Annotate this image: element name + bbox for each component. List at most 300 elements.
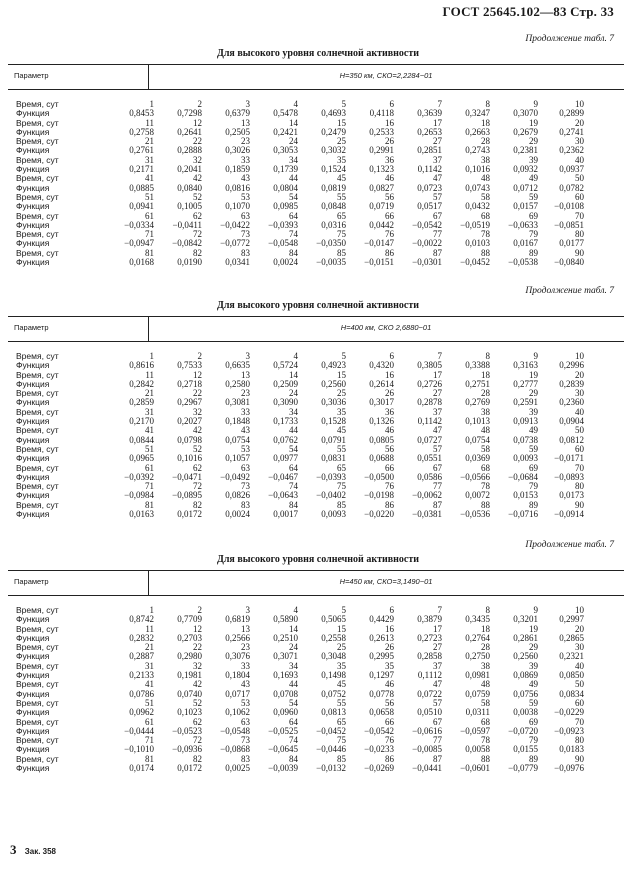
table-cell: −0,0471 bbox=[172, 471, 202, 482]
table-cell: 87 bbox=[433, 247, 442, 258]
table-cell: 72 bbox=[193, 735, 202, 746]
table-cell: 0,2723 bbox=[417, 632, 442, 643]
table-cell: 15 bbox=[337, 369, 346, 380]
table-cell: 39 bbox=[529, 154, 538, 165]
table-cell: 84 bbox=[289, 247, 298, 258]
table-cell: 0,2858 bbox=[417, 651, 442, 662]
table-cell: 79 bbox=[529, 229, 538, 240]
table-cell: 9 bbox=[533, 99, 538, 109]
table-cell: 42 bbox=[193, 425, 202, 436]
table-cell: 60 bbox=[575, 443, 584, 454]
table-cell: 0,2505 bbox=[225, 126, 250, 137]
table-cell: 40 bbox=[575, 660, 584, 671]
table-cell: 86 bbox=[385, 247, 394, 258]
table-cell: 88 bbox=[481, 499, 490, 510]
table-cell: −0,0633 bbox=[508, 219, 538, 230]
altitude-info: H=350 км, СКО=2,2284−01 bbox=[339, 71, 433, 80]
table-cell: 0,0786 bbox=[129, 688, 154, 699]
section-title: Для высокого уровня солнечной активности bbox=[216, 300, 420, 311]
table-cell: 0,0850 bbox=[559, 670, 584, 681]
table-cell: 0,2510 bbox=[273, 632, 298, 643]
table-cell: −0,0147 bbox=[364, 238, 394, 249]
table-header bbox=[8, 570, 624, 596]
table-cell: 0,0965 bbox=[129, 453, 154, 464]
table-cell: 0,2171 bbox=[129, 164, 154, 175]
table-cell: 0,2764 bbox=[465, 632, 490, 643]
table-cell: 28 bbox=[481, 642, 490, 653]
table-cell: 43 bbox=[241, 173, 250, 184]
table-cell: 73 bbox=[241, 229, 250, 240]
table-cell: −0,0548 bbox=[220, 725, 250, 736]
table-cell: 0,2703 bbox=[177, 632, 202, 643]
table-cell: 0,2769 bbox=[465, 397, 490, 408]
table-cell: 0,0743 bbox=[465, 182, 490, 193]
row-label: Функция bbox=[16, 126, 50, 137]
table-cell: 0,0752 bbox=[321, 688, 346, 699]
table-cell: 21 bbox=[145, 642, 154, 653]
table-cell: −0,0936 bbox=[172, 744, 202, 755]
table-cell: 83 bbox=[241, 247, 250, 258]
table-cell: 66 bbox=[385, 210, 394, 221]
table-row bbox=[0, 174, 636, 183]
table-cell: 55 bbox=[337, 443, 346, 454]
table-cell: 0,2133 bbox=[129, 670, 154, 681]
table-cell: −0,0684 bbox=[508, 471, 538, 482]
table-cell: −0,0914 bbox=[554, 509, 584, 520]
table-cell: 20 bbox=[575, 117, 584, 128]
table-cell: −0,0548 bbox=[268, 238, 298, 249]
table-cell: 0,0103 bbox=[465, 238, 490, 249]
table-cell: 47 bbox=[433, 679, 442, 690]
table-cell: 44 bbox=[289, 679, 298, 690]
table-cell: 0,3071 bbox=[273, 651, 298, 662]
table-cell: 7 bbox=[437, 99, 442, 109]
table-row bbox=[0, 156, 636, 165]
row-label: Время, сут bbox=[16, 735, 59, 746]
table-cell: 51 bbox=[145, 443, 154, 454]
table-cell: 0,2591 bbox=[513, 397, 538, 408]
table-cell: 14 bbox=[289, 623, 298, 634]
table-cell: 15 bbox=[337, 623, 346, 634]
table-cell: 54 bbox=[289, 191, 298, 202]
table-cell: 85 bbox=[337, 499, 346, 510]
table-cell: 26 bbox=[385, 136, 394, 147]
table-cell: 86 bbox=[385, 753, 394, 764]
table-cell: 77 bbox=[433, 481, 442, 492]
table-cell: 68 bbox=[481, 716, 490, 727]
page-footer bbox=[10, 842, 56, 858]
table-cell: 79 bbox=[529, 481, 538, 492]
table-cell: −0,0411 bbox=[172, 219, 202, 230]
table-cell: −0,0269 bbox=[364, 763, 394, 774]
table-cell: −0,0851 bbox=[554, 219, 584, 230]
row-label: Время, сут bbox=[16, 753, 59, 764]
table-cell: 35 bbox=[337, 154, 346, 165]
row-label: Время, сут bbox=[16, 247, 59, 258]
table-cell: 0,1981 bbox=[177, 670, 202, 681]
table-cell: 40 bbox=[575, 154, 584, 165]
table-cell: 0,0754 bbox=[225, 434, 250, 445]
table-cell: −0,0452 bbox=[316, 725, 346, 736]
table-cell: 44 bbox=[289, 425, 298, 436]
table-cell: −0,0720 bbox=[508, 725, 538, 736]
table-cell: 5 bbox=[341, 605, 346, 615]
table-cell: 0,0517 bbox=[417, 201, 442, 212]
table-row bbox=[0, 727, 636, 736]
table-cell: 76 bbox=[385, 481, 394, 492]
table-cell: 59 bbox=[529, 697, 538, 708]
table-cell: 58 bbox=[481, 443, 490, 454]
table-row bbox=[0, 708, 636, 717]
footer-order-note: Зак. 358 bbox=[24, 847, 57, 856]
table-cell: 0,1142 bbox=[417, 416, 442, 427]
table-row bbox=[0, 510, 636, 519]
table-cell: 6 bbox=[389, 99, 394, 109]
table-cell: 32 bbox=[193, 660, 202, 671]
table-cell: 0,4429 bbox=[369, 614, 394, 625]
altitude-info: H=450 км, СКО=3,1490−01 bbox=[339, 577, 433, 586]
table-cell: 71 bbox=[145, 735, 154, 746]
table-cell: 75 bbox=[337, 735, 346, 746]
table-cell: 0,8742 bbox=[129, 614, 154, 625]
row-label: Время, сут bbox=[16, 136, 59, 147]
section-title: Для высокого уровня солнечной активности bbox=[216, 554, 420, 565]
row-label: Время, сут bbox=[16, 697, 59, 708]
table-cell: −0,0393 bbox=[316, 471, 346, 482]
table-cell: −0,0422 bbox=[220, 219, 250, 230]
table-cell: 14 bbox=[289, 117, 298, 128]
table-cell: −0,0645 bbox=[268, 744, 298, 755]
table-cell: 4 bbox=[293, 351, 298, 361]
table-cell: 0,3032 bbox=[321, 145, 346, 156]
table-cell: 49 bbox=[529, 679, 538, 690]
table-cell: 0,0981 bbox=[465, 670, 490, 681]
table-cell: 41 bbox=[145, 173, 154, 184]
row-label: Время, сут bbox=[16, 499, 59, 510]
table-cell: 0,0826 bbox=[225, 490, 250, 501]
table-cell: 0,2381 bbox=[513, 145, 538, 156]
table-cell: 11 bbox=[145, 623, 154, 634]
table-cell: 35 bbox=[337, 660, 346, 671]
table-cell: 0,2613 bbox=[369, 632, 394, 643]
table-row bbox=[0, 109, 636, 118]
row-label: Функция bbox=[16, 509, 50, 520]
table-cell: 0,0174 bbox=[129, 763, 154, 774]
table-cell: 15 bbox=[337, 117, 346, 128]
table-cell: 89 bbox=[529, 753, 538, 764]
table-cell: 64 bbox=[289, 210, 298, 221]
table-row bbox=[0, 680, 636, 689]
table-row bbox=[0, 258, 636, 267]
table-cell: −0,0151 bbox=[364, 257, 394, 268]
table-cell: 0,3026 bbox=[225, 145, 250, 156]
altitude-info: H=400 км, СКО 2,6880−01 bbox=[340, 323, 432, 332]
row-label: Время, сут bbox=[16, 369, 59, 380]
table-cell: 0,0688 bbox=[369, 453, 394, 464]
table-cell: 3 bbox=[245, 605, 250, 615]
table-cell: 68 bbox=[481, 462, 490, 473]
table-cell: 31 bbox=[145, 660, 154, 671]
table-cell: 0,5890 bbox=[273, 614, 298, 625]
table-cell: 53 bbox=[241, 191, 250, 202]
table-cell: 0,0816 bbox=[225, 182, 250, 193]
table-cell: 0,0072 bbox=[465, 490, 490, 501]
table-cell: 5 bbox=[341, 351, 346, 361]
section-title: Для высокого уровня солнечной активности bbox=[216, 48, 420, 59]
table-cell: 82 bbox=[193, 247, 202, 258]
table-cell: −0,0444 bbox=[124, 725, 154, 736]
table-row bbox=[0, 699, 636, 708]
table-row bbox=[0, 371, 636, 380]
table-cell: 48 bbox=[481, 679, 490, 690]
row-label: Функция bbox=[16, 434, 50, 445]
table-cell: 42 bbox=[193, 173, 202, 184]
table-cell: 0,1739 bbox=[273, 164, 298, 175]
table-cell: −0,1010 bbox=[124, 744, 154, 755]
table-cell: 41 bbox=[145, 425, 154, 436]
table-cell: 0,0058 bbox=[465, 744, 490, 755]
table-cell: 0,2777 bbox=[513, 378, 538, 389]
row-label: Время, сут bbox=[16, 210, 59, 221]
table-cell: 0,1142 bbox=[417, 164, 442, 175]
table-cell: 0,1005 bbox=[177, 201, 202, 212]
table-cell: 88 bbox=[481, 247, 490, 258]
row-label: Функция bbox=[16, 707, 50, 718]
table-cell: 30 bbox=[575, 388, 584, 399]
table-cell: 77 bbox=[433, 229, 442, 240]
table-cell: 86 bbox=[385, 499, 394, 510]
table-cell: 0,4320 bbox=[369, 360, 394, 371]
table-cell: 10 bbox=[575, 351, 584, 361]
table-cell: 16 bbox=[385, 117, 394, 128]
table-cell: 0,1326 bbox=[369, 416, 394, 427]
table-cell: 38 bbox=[481, 406, 490, 417]
table-cell: 2 bbox=[197, 605, 202, 615]
table-cell: 12 bbox=[193, 623, 202, 634]
row-label: Функция bbox=[16, 397, 50, 408]
table-cell: 0,0093 bbox=[513, 453, 538, 464]
table-cell: 45 bbox=[337, 173, 346, 184]
table-cell: 84 bbox=[289, 499, 298, 510]
table-cell: 0,0369 bbox=[465, 453, 490, 464]
table-cell: 38 bbox=[481, 154, 490, 165]
table-cell: 0,0932 bbox=[513, 164, 538, 175]
table-row bbox=[0, 436, 636, 445]
table-cell: 58 bbox=[481, 191, 490, 202]
table-cell: 0,4693 bbox=[321, 108, 346, 119]
table-cell: 0,2997 bbox=[559, 614, 584, 625]
table-cell: 31 bbox=[145, 154, 154, 165]
table-row bbox=[0, 491, 636, 500]
row-label: Функция bbox=[16, 670, 50, 681]
table-cell: 76 bbox=[385, 735, 394, 746]
table-cell: 0,1016 bbox=[177, 453, 202, 464]
table-cell: 0,2859 bbox=[129, 397, 154, 408]
table-cell: 0,1062 bbox=[225, 707, 250, 718]
row-label: Функция bbox=[16, 378, 50, 389]
table-cell: 0,0341 bbox=[225, 257, 250, 268]
table-cell: 23 bbox=[241, 642, 250, 653]
table-cell: 0,0708 bbox=[273, 688, 298, 699]
table-cell: 55 bbox=[337, 697, 346, 708]
table-cell: 0,1112 bbox=[417, 670, 442, 681]
table-cell: −0,0566 bbox=[460, 471, 490, 482]
table-cell: 30 bbox=[575, 642, 584, 653]
table-cell: 56 bbox=[385, 697, 394, 708]
table-row bbox=[0, 398, 636, 407]
table-cell: 25 bbox=[337, 136, 346, 147]
table-cell: 39 bbox=[529, 660, 538, 671]
table-cell: 26 bbox=[385, 388, 394, 399]
table-cell: 0,0510 bbox=[417, 707, 442, 718]
table-cell: −0,0519 bbox=[460, 219, 490, 230]
table-cell: 0,3201 bbox=[513, 614, 538, 625]
table-cell: 0,1733 bbox=[273, 416, 298, 427]
table-cell: 83 bbox=[241, 753, 250, 764]
table-cell: −0,0601 bbox=[460, 763, 490, 774]
table-cell: −0,0108 bbox=[554, 201, 584, 212]
table-cell: 0,0177 bbox=[559, 238, 584, 249]
table-cell: 0,0937 bbox=[559, 164, 584, 175]
table-cell: 65 bbox=[337, 210, 346, 221]
table-row bbox=[0, 361, 636, 370]
table-cell: 0,2899 bbox=[559, 108, 584, 119]
row-label: Время, сут bbox=[16, 351, 59, 361]
table-cell: 13 bbox=[241, 117, 250, 128]
table-cell: 24 bbox=[289, 642, 298, 653]
table-row bbox=[0, 212, 636, 221]
table-cell: 19 bbox=[529, 117, 538, 128]
table-cell: 0,1297 bbox=[369, 670, 394, 681]
table-cell: 0,0804 bbox=[273, 182, 298, 193]
table-cell: 33 bbox=[241, 406, 250, 417]
table-cell: 0,0172 bbox=[177, 763, 202, 774]
table-cell: 0,2566 bbox=[225, 632, 250, 643]
table-cell: 34 bbox=[289, 406, 298, 417]
table-cell: 45 bbox=[337, 425, 346, 436]
continuation-note: Продолжение табл. 7 bbox=[525, 34, 614, 44]
table-cell: 16 bbox=[385, 623, 394, 634]
table-cell: 14 bbox=[289, 369, 298, 380]
table-cell: −0,0893 bbox=[554, 471, 584, 482]
table-cell: 0,0813 bbox=[321, 707, 346, 718]
table-cell: 57 bbox=[433, 191, 442, 202]
table-cell: −0,0229 bbox=[554, 707, 584, 718]
table-cell: 49 bbox=[529, 425, 538, 436]
table-cell: 59 bbox=[529, 191, 538, 202]
table-cell: −0,0525 bbox=[268, 725, 298, 736]
table-cell: 0,0819 bbox=[321, 182, 346, 193]
table-cell: 36 bbox=[385, 154, 394, 165]
table-cell: 0,0827 bbox=[369, 182, 394, 193]
table-cell: 75 bbox=[337, 229, 346, 240]
table-cell: 0,0024 bbox=[225, 509, 250, 520]
table-row bbox=[0, 764, 636, 773]
table-cell: 0,1023 bbox=[177, 707, 202, 718]
table-cell: 89 bbox=[529, 499, 538, 510]
table-cell: 9 bbox=[533, 351, 538, 361]
table-cell: 0,2832 bbox=[129, 632, 154, 643]
row-label: Функция bbox=[16, 725, 50, 736]
table-cell: −0,0022 bbox=[412, 238, 442, 249]
table-cell: 0,0831 bbox=[321, 453, 346, 464]
table-cell: 0,2663 bbox=[465, 126, 490, 137]
row-label: Функция bbox=[16, 219, 50, 230]
table-cell: 0,0717 bbox=[225, 688, 250, 699]
table-cell: 0,1804 bbox=[225, 670, 250, 681]
row-label: Время, сут bbox=[16, 388, 59, 399]
table-cell: 0,0167 bbox=[513, 238, 538, 249]
table-cell: 0,3163 bbox=[513, 360, 538, 371]
table-cell: 0,0778 bbox=[369, 688, 394, 699]
table-cell: 28 bbox=[481, 388, 490, 399]
table-cell: 0,0316 bbox=[321, 219, 346, 230]
table-cell: 61 bbox=[145, 210, 154, 221]
row-label: Функция bbox=[16, 201, 50, 212]
table-cell: 0,0658 bbox=[369, 707, 394, 718]
table-cell: 70 bbox=[575, 462, 584, 473]
table-cell: 46 bbox=[385, 679, 394, 690]
continuation-note: Продолжение табл. 7 bbox=[525, 286, 614, 296]
table-cell: 57 bbox=[433, 443, 442, 454]
table-cell: 3 bbox=[245, 351, 250, 361]
table-cell: 82 bbox=[193, 499, 202, 510]
table-cell: −0,0452 bbox=[460, 257, 490, 268]
table-cell: 90 bbox=[575, 499, 584, 510]
table-cell: 10 bbox=[575, 605, 584, 615]
table-cell: 0,0869 bbox=[513, 670, 538, 681]
row-label: Функция bbox=[16, 632, 50, 643]
table-cell: −0,0536 bbox=[460, 509, 490, 520]
table-cell: −0,0039 bbox=[268, 763, 298, 774]
table-cell: 0,2421 bbox=[273, 126, 298, 137]
table-row bbox=[0, 643, 636, 652]
table-cell: 0,5065 bbox=[321, 614, 346, 625]
table-cell: 73 bbox=[241, 481, 250, 492]
row-label: Функция bbox=[16, 763, 50, 774]
table-cell: 0,6635 bbox=[225, 360, 250, 371]
table-row bbox=[0, 202, 636, 211]
table-cell: 0,0432 bbox=[465, 201, 490, 212]
table-cell: 0,0941 bbox=[129, 201, 154, 212]
table-body bbox=[0, 352, 636, 519]
table-cell: 0,2743 bbox=[465, 145, 490, 156]
table-cell: 0,0712 bbox=[513, 182, 538, 193]
table-cell: 0,1498 bbox=[321, 670, 346, 681]
table-cell: −0,0132 bbox=[316, 763, 346, 774]
table-cell: −0,0198 bbox=[364, 490, 394, 501]
table-cell: 0,2888 bbox=[177, 145, 202, 156]
table-cell: 1 bbox=[149, 605, 154, 615]
table-cell: 56 bbox=[385, 443, 394, 454]
table-cell: 0,2580 bbox=[225, 378, 250, 389]
row-label: Время, сут bbox=[16, 229, 59, 240]
table-cell: 0,2851 bbox=[417, 145, 442, 156]
table-cell: 0,0805 bbox=[369, 434, 394, 445]
table-cell: 0,0913 bbox=[513, 416, 538, 427]
table-cell: 23 bbox=[241, 388, 250, 399]
table-cell: 35 bbox=[385, 660, 394, 671]
table-cell: 0,0904 bbox=[559, 416, 584, 427]
table-cell: 53 bbox=[241, 697, 250, 708]
table-cell: 7 bbox=[437, 351, 442, 361]
table-cell: 27 bbox=[433, 136, 442, 147]
table-cell: 1 bbox=[149, 99, 154, 109]
table-cell: 17 bbox=[433, 623, 442, 634]
table-cell: 0,3076 bbox=[225, 651, 250, 662]
table-cell: 27 bbox=[433, 388, 442, 399]
row-label: Функция bbox=[16, 164, 50, 175]
